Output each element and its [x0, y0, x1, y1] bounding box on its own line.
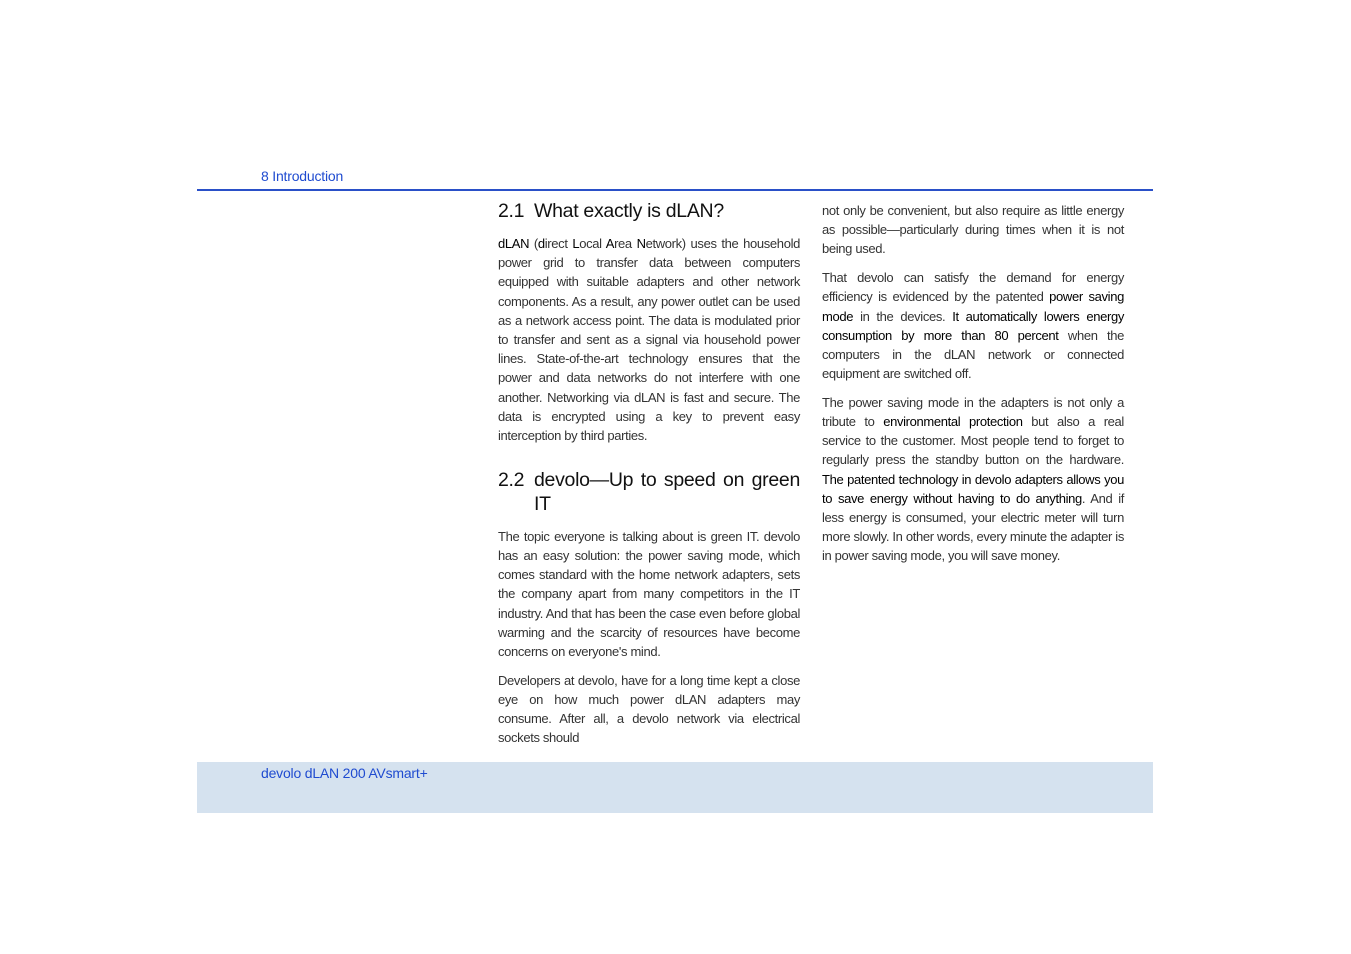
left-column [498, 199, 800, 757]
section-heading-2-2 [498, 468, 800, 516]
highlight-power-saving-mode: power saving mode [822, 289, 1124, 324]
section-title: What exactly is dLAN? [534, 200, 724, 222]
paragraph-energy-efficiency: That devolo can satisfy the demand for energy efficiency is evidenced by the patented power saving mode in the devices. It automatically lowers energy consumption by more than 80 percent when the computers in the dLAN network or connected equipment are switched off. [822, 270, 1124, 382]
highlight-environmental-protection: environmental protection [883, 414, 1023, 430]
term-dlan: dLAN [498, 236, 530, 251]
paragraph-dlan-definition: dLAN (direct Local Area Network) uses the household power grid to transfer data between computers equipped with suitable adapters and other network components. As a result, any power outlet can be used as a network access point. The data is modulated prior to transfer and sent as a signal via household power lines. State-of-the-art technology ensures that the power and data networks do not interfere with one another. Networking via dLAN is fast and secure. The data is encrypted using a key to prevent easy interception by third parties. [498, 236, 800, 444]
highlight-lowers-consumption: It automatically lowers energy consumption by more than 80 percent [822, 308, 1124, 343]
section-number: 2.2 [498, 468, 525, 491]
paragraph-developers-start: Developers at devolo, have for a long time kept a close eye on how much power dLAN adapters may consume. After all, a devolo network via electrical sockets should [498, 672, 800, 746]
paragraph-green-it: The topic everyone is talking about is green IT. devolo has an easy solution: the power saving mode, which comes standard with the home network adapters, sets the company apart from many competitors in the IT industry. And that has been the case even before global warming and the scarcity of resources have become concerns on everyone's mind. [498, 528, 800, 659]
paragraph-environmental-protection: The power saving mode in the adapters is not only a tribute to environmental protection but also a real service to the customer. Most people tend to forget to regularly press the standby button on the hardware. The patented technology in devolo adapters allows you to save energy without having to do anything. And if less energy is consumed, your electric meter will turn more slowly. In other words, every minute the adapter is in power saving mode, you will save money. [822, 394, 1125, 564]
running-header: 8 Introduction [261, 168, 344, 184]
paragraph-developers-end: not only be convenient, but also require as little energy as possible—particularly during times when it is not being used. [822, 203, 1124, 257]
right-column [822, 201, 1124, 575]
header-rule [197, 189, 1153, 191]
highlight-patented-technology: The patented technology in devolo adapters allows you to save energy without having to do anything [822, 471, 1124, 506]
section-title: devolo—Up to speed on green IT [534, 468, 800, 515]
section-heading-2-1 [498, 199, 800, 223]
footer-product-name: devolo dLAN 200 AVsmart+ [261, 765, 428, 781]
section-number: 2.1 [498, 200, 525, 222]
